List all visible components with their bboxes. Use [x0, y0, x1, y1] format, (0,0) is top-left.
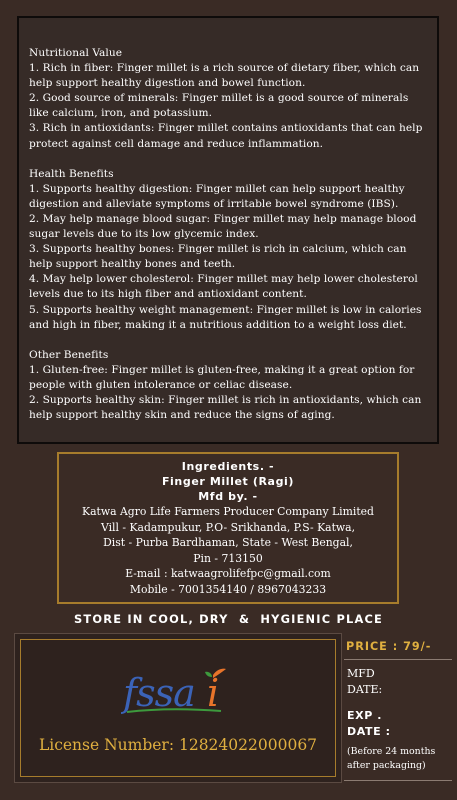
nutrition-line: like calcium, iron, and potassium.: [29, 107, 212, 120]
ingredients-panel: [57, 452, 399, 604]
health-line: and high in fiber, making it a nutritious addition to a weight loss diet.: [29, 318, 407, 331]
divider: [344, 659, 452, 660]
health-title: Health Benefits: [29, 167, 114, 180]
pin-code: Pin - 713150: [193, 551, 263, 565]
address-line-1: Vill - Kadampukur, P.O- Srikhanda, P.S- Katwa,: [100, 520, 356, 534]
benefits-content: [29, 46, 427, 423]
price-date-column: [346, 633, 450, 783]
health-line: 1. Supports healthy digestion: Finger millet can help support healthy: [29, 182, 405, 195]
expiry-note-line-2: after packaging): [347, 760, 426, 771]
fssai-logo-icon: [121, 668, 241, 716]
fssai-panel: [14, 633, 342, 783]
email-text: E-mail : katwaagrolifefpc@gmail.com: [125, 567, 331, 581]
mfd-label: MFD: [347, 667, 375, 680]
mobile-text: Mobile - 7001354140 / 8967043233: [129, 582, 327, 596]
expiry-note-line-1: (Before 24 months: [347, 746, 436, 757]
fssai-panel-frame: [20, 639, 336, 777]
health-line: levels due to its high fiber and antioxidant content.: [29, 288, 307, 301]
manufacturer-label: Mfd by. -: [198, 490, 258, 503]
health-line: 5. Supports healthy weight management: Finger millet is low in calories: [29, 303, 422, 316]
svg-text:i: i: [207, 671, 220, 715]
other-title: Other Benefits: [29, 348, 109, 361]
license-number: License Number: 12824022000067: [38, 736, 318, 754]
company-name: Katwa Agro Life Farmers Producer Company Limited: [82, 505, 374, 518]
nutrition-line: 2. Good source of minerals: Finger millet is a good source of minerals: [29, 92, 409, 105]
nutrition-line: 1. Rich in fiber: Finger millet is a rich source of dietary fiber, which can: [29, 62, 420, 75]
health-line: sugar levels due to its low glycemic index.: [29, 228, 259, 241]
nutrition-line: help support healthy digestion and bowel function.: [29, 77, 306, 90]
other-line: help support healthy skin and reduce the signs of aging.: [29, 409, 335, 422]
exp-date-label: DATE :: [347, 725, 391, 738]
exp-label: EXP .: [347, 709, 383, 722]
ingredients-value: Finger Millet (Ragi): [161, 475, 295, 488]
ingredients-label: Ingredients. -: [181, 460, 275, 473]
benefits-panel: [17, 16, 439, 444]
other-line: 2. Supports healthy skin: Finger millet is rich in antioxidants, which can: [29, 393, 422, 406]
address-line-2: Dist - Purba Bardhaman, State - West Bengal,: [103, 536, 353, 550]
other-line: 1. Gluten-free: Finger millet is gluten-free, making it a great option for: [29, 363, 415, 376]
health-line: 4. May help lower cholesterol: Finger millet may help lower cholesterol: [29, 273, 418, 286]
nutrition-title: Nutritional Value: [29, 47, 123, 59]
health-line: 2. May help manage blood sugar: Finger millet may help manage blood: [29, 212, 417, 225]
nutrition-line: protect against cell damage and reduce inflammation.: [29, 137, 324, 150]
divider: [344, 780, 452, 781]
other-line: people with gluten intolerance or celiac disease.: [29, 378, 293, 391]
health-line: digestion and alleviate symptoms of irritable bowel syndrome (IBS).: [29, 197, 399, 210]
health-line: 3. Supports healthy bones: Finger millet is rich in calcium, which can: [29, 243, 407, 256]
health-line: help support healthy bones and teeth.: [29, 258, 236, 271]
storage-instruction: STORE IN COOL, DRY & HYGIENIC PLACE: [73, 612, 384, 626]
price-label: PRICE : 79/-: [346, 640, 432, 653]
mfd-date-label: DATE:: [347, 683, 383, 696]
nutrition-line: 3. Rich in antioxidants: Finger millet contains antioxidants that can help: [29, 122, 423, 135]
svg-text:fssa: fssa: [123, 671, 195, 715]
